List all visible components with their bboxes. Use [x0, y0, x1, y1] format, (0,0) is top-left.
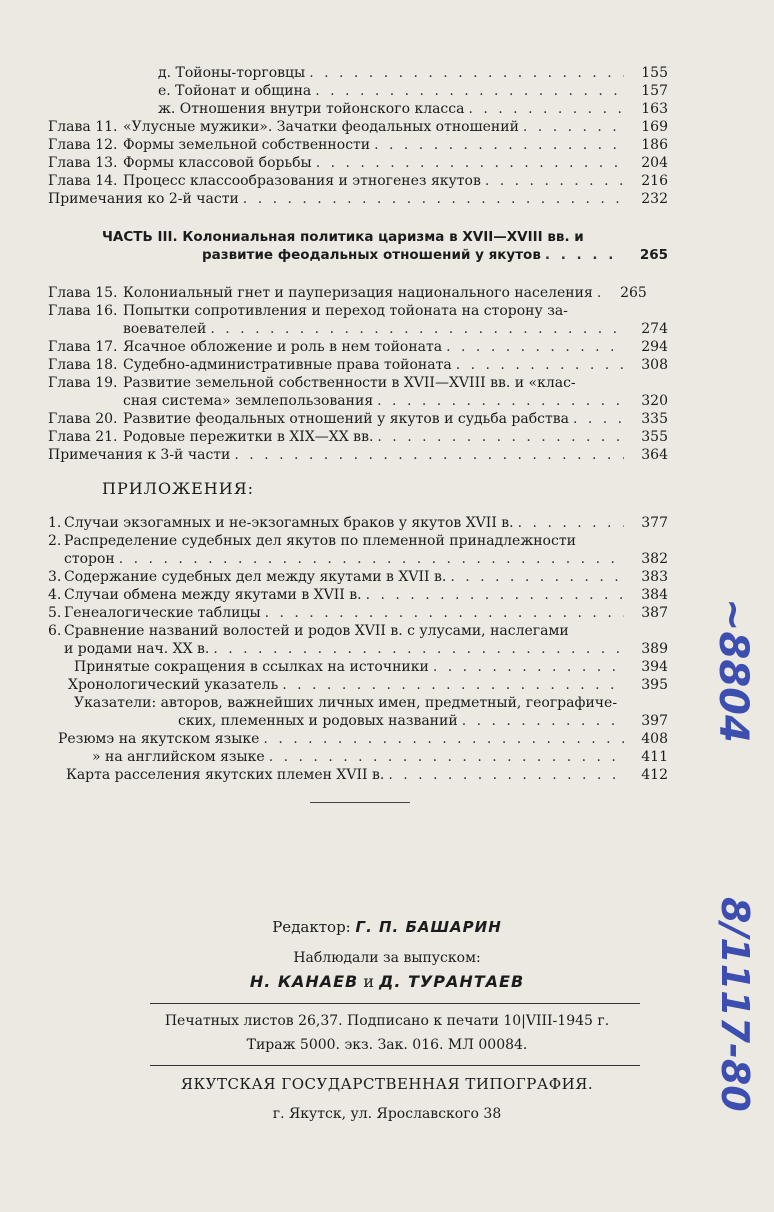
page-number: 387: [641, 605, 668, 621]
toc-row: Глава 12. Формы земельной собственности . . . 186: [48, 136, 668, 154]
printer-address: г. Якутск, ул. Ярославского 38: [272, 1106, 502, 1122]
toc-row: Глава 18. Судебно-административные права тойоната . . . 308: [48, 356, 668, 374]
divider: [150, 1003, 640, 1004]
part-heading-cont: развитие феодальных отношений у якутов . . . 265: [48, 246, 668, 264]
page-number: 216: [641, 173, 668, 189]
appendix-row-cont: ских, племенных и родовых названий . . . 397: [48, 712, 668, 730]
toc-row: Глава 21. Родовые пережитки в XIX—XX вв. . . . 355: [48, 428, 668, 446]
table-of-contents: [48, 64, 668, 784]
toc-row: ж. Отношения внутри тойонского класса . . . 163: [48, 100, 668, 118]
page-number: 320: [641, 393, 668, 409]
toc-row: д. Тойоны-торговцы . . . 155: [48, 64, 668, 82]
supervised-label: Наблюдали за выпуском:: [293, 950, 481, 966]
appendix-row: 3. Содержание судебных дел между якутами в XVII в. . . . 383: [48, 568, 668, 586]
part-heading: ЧАСТЬ III. Колониальная политика царизма в XVII—XVIII вв. и: [102, 229, 584, 245]
page-number: 383: [641, 569, 668, 585]
toc-row: Глава 16. Попытки сопротивления и переход тойоната на сторону за-: [48, 303, 568, 319]
toc-row-cont: воевателей . . . 274: [48, 320, 668, 338]
page-number: 265: [620, 285, 647, 301]
page-number: 394: [641, 659, 668, 675]
appendix-heading: ПРИЛОЖЕНИЯ:: [102, 479, 255, 498]
toc-row: Примечания ко 2-й части . . . 232: [48, 190, 668, 208]
printer-name: ЯКУТСКАЯ ГОСУДАРСТВЕННАЯ ТИПОГРАФИЯ.: [180, 1075, 594, 1093]
toc-row: Глава 17. Ясачное обложение и роль в нем тойоната . . . 294: [48, 338, 668, 356]
appendix-row: » на английском языке . . . 411: [48, 748, 668, 766]
print-info: Печатных листов 26,37. Подписано к печати 10|VIII-1945 г.: [164, 1013, 610, 1029]
supervisors-line: Н. КАНАЕВ и Д. ТУРАНТАЕВ: [249, 972, 525, 991]
page-number: 308: [641, 357, 668, 373]
page-number: 157: [641, 83, 668, 99]
appendix-row: Хронологический указатель . . . 395: [48, 676, 668, 694]
toc-row: Глава 14. Процесс классообразования и этногенез якутов . . . 216: [48, 172, 668, 190]
appendix-row: Резюмэ на якутском языке . . . 408: [48, 730, 668, 748]
divider: [150, 1065, 640, 1066]
toc-row: Примечания к 3-й части . . . 364: [48, 446, 668, 464]
toc-row: Глава 11. «Улусные мужики». Зачатки феодальных отношений . . . 169: [48, 118, 668, 136]
editor-line: Редактор: Г. П. БАШАРИН: [272, 918, 502, 936]
circulation-info: Тираж 5000. экз. Зак. 016. МЛ 00084.: [246, 1037, 528, 1053]
page-number: 411: [641, 749, 668, 765]
editor-name: Г. П. БАШАРИН: [355, 918, 502, 936]
toc-row: Глава 15. Колониальный гнет и пауперизация национального населения . . . 265: [48, 284, 668, 302]
page-number: 274: [641, 321, 668, 337]
page-number: 355: [641, 429, 668, 445]
page-number: 384: [641, 587, 668, 603]
appendix-row: 6. Сравнение названий волостей и родов XVII в. с улусами, наслегами: [48, 623, 569, 639]
page-number: 294: [641, 339, 668, 355]
page-number: 204: [641, 155, 668, 171]
page-number: 408: [641, 731, 668, 747]
page-number: 232: [641, 191, 668, 207]
divider: [310, 802, 410, 803]
toc-row: Глава 20. Развитие феодальных отношений у якутов и судьба рабства . . . 335: [48, 410, 668, 428]
toc-row-cont: сная система» землепользования . . . 320: [48, 392, 668, 410]
page-number: 395: [641, 677, 668, 693]
appendix-row-cont: сторон . . . 382: [48, 550, 668, 568]
page-number: 382: [641, 551, 668, 567]
page-number: 412: [641, 767, 668, 783]
library-stamp-number: ~8804: [710, 598, 756, 743]
page-number: 163: [641, 101, 668, 117]
appendix-row: 1. Случаи экзогамных и не-экзогамных браков у якутов XVII в. . . . 377: [48, 514, 668, 532]
toc-row: Глава 19. Развитие земельной собственности в XVII—XVIII вв. и «клас-: [48, 375, 576, 391]
page-number: 389: [641, 641, 668, 657]
toc-row: е. Тойонат и община . . . 157: [48, 82, 668, 100]
page-number: 186: [641, 137, 668, 153]
appendix-row: 2. Распределение судебных дел якутов по племенной принадлежности: [48, 533, 576, 549]
toc-row: Глава 13. Формы классовой борьбы . . . 204: [48, 154, 668, 172]
page-number: 377: [641, 515, 668, 531]
appendix-row: Указатели: авторов, важнейших личных имен, предметный, географиче-: [74, 695, 618, 711]
appendix-row: Принятые сокращения в ссылках на источники . . . 394: [48, 658, 668, 676]
appendix-row: Карта расселения якутских племен XVII в. . . . 412: [48, 766, 668, 784]
page-number: 335: [641, 411, 668, 427]
appendix-row: 4. Случаи обмена между якутами в XVII в. . . . 384: [48, 586, 668, 604]
page-number: 265: [639, 247, 668, 263]
page-number: 364: [641, 447, 668, 463]
page-number: 169: [641, 119, 668, 135]
page-number: 397: [641, 713, 668, 729]
page-number: 155: [641, 65, 668, 81]
appendix-row: 5. Генеалогические таблицы . . . 387: [48, 604, 668, 622]
appendix-row-cont: и родами нач. XX в. . . . 389: [48, 640, 668, 658]
inventory-stamp-number: 8/1117-80: [713, 897, 757, 1112]
